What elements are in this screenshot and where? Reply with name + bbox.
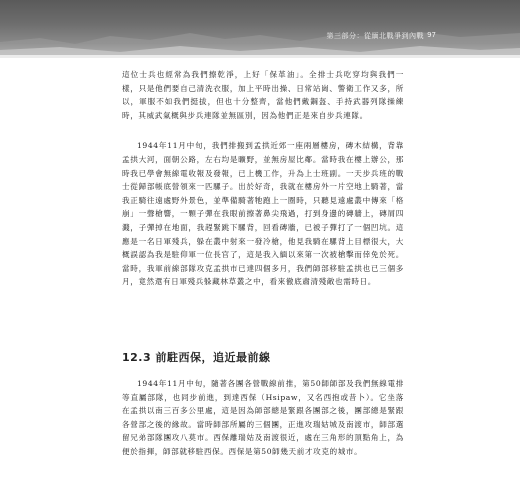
section-block [122,349,404,459]
section-title: 前駐西保，追近最前線 [155,351,271,364]
paragraph: 1944年11月中旬，我們排搬到孟拱近郊一座兩層樓房，磚木結構，背靠孟拱大河，面朝公路，左右均是曠野，並無房屋比鄰。當時我在樓上辦公，那時我已學會無線電收報及發報，已上機工作，升為上士班副。一天步兵班的戰士從歸部帳底營領來一匹騾子。出於好奇，我就在樓房外一片空地上騎著，當我正騎往遠處野外景色，並準備騎著牠跑上一圈時，只聽見遠處叢中傳來「格崩」一聲槍響，一顆子彈在我眼前擦著鼻尖飛過，打到身邊的磚牆上，磚屑四濺，子彈掉在地面，我趕緊跳下騾背，回看磚牆，已被子彈打了一個凹坑。這應是一名日軍殘兵，躲在叢中射來一發冷槍，他見我騎在騾背上目標很大，大概誤認為我是駐仰軍一位長官了，這是我入緬以來第一次被槍擊而倖免於死。當時，我軍前線部隊攻克孟拱市已達四個多月，我們師部移駐孟拱也已三個多月，竟然還有日軍殘兵躲藏林草叢之中，看來徹底肅清殘敵也需時日。 [122,141,404,287]
running-head: 第三部分：從緬北戰爭到內戰 [326,32,424,40]
paragraph: 這位士兵也經常為我們擦乾淨，上好「保革油」。全排士兵吃穿均與我們一樣，只是他們要自己清洗衣服，加上平時出操、日常站崗、警衛工作又多，所以，軍服不如我們挺拔，但也十分整齊，當他們戴鋼盔、手持武器列隊操練時，其威武氣概與步兵連隊並無區別，因為他們正是來自步兵連隊。 [122,70,404,120]
header-banner [0,0,520,58]
paragraph: 1944年11月中旬，隨著各團各營戰線前推，第50師師部及我們無線電排等直屬部隊，也同步前進，到達西保（Hsipaw，又名西抱或昔卜）。它坐落在孟拱以南三百多公里處，這是因為師部總是緊跟各團部之後，團部總是緊跟各營部之後的緣故。當時師部所屬的三個團，正進攻瑞姑城及南渡市，師部選留兄弟部隊團攻八莫市。西保離瑞姑及南渡很近，處在三角形的頂點角上，為便於指揮，師部就移駐西保。西保是第50師幾天前才攻克的城市。 [122,379,404,456]
body-text-top [122,68,404,289]
section-heading [122,349,404,365]
section-number: 12.3 [122,351,152,364]
page-number: 97 [427,31,436,39]
landscape-banner-image [0,0,520,58]
